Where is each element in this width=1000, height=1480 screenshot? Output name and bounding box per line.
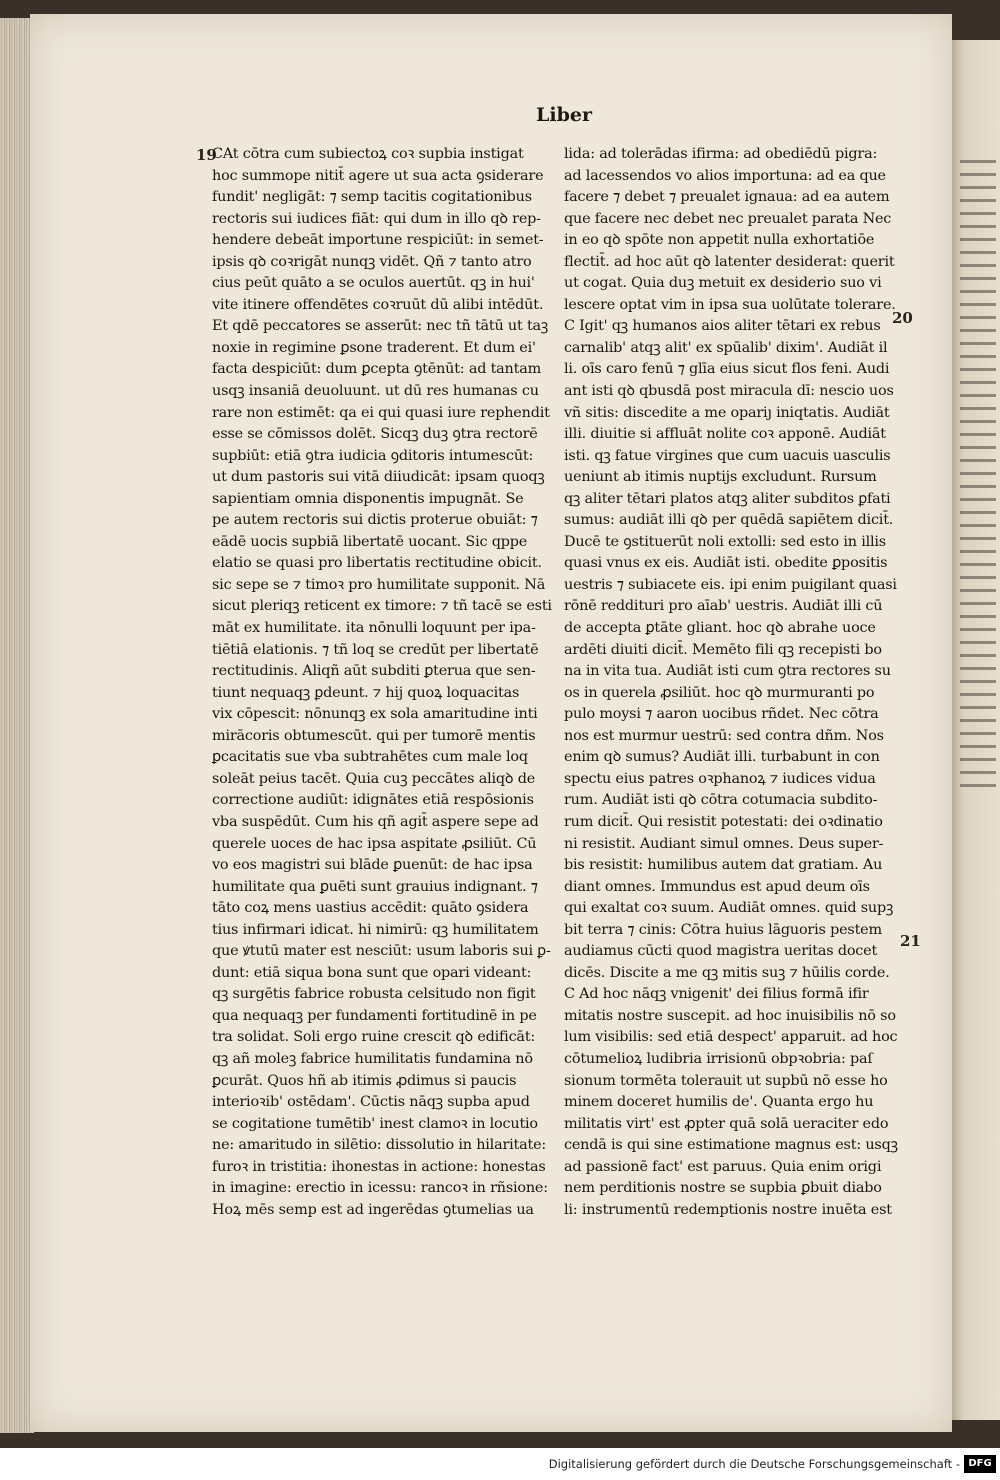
- page-edges: [0, 18, 34, 1433]
- text-line: CAt cōtra cum subiectoꝝ coꝛ supbia instigat: [212, 146, 524, 162]
- text-line: qui exaltat coꝛ suum. Audiāt omnes. quid supꝫ: [564, 900, 894, 917]
- text-line: ut cogat. Quia duꝫ metuit ex desiderio suo vi: [564, 275, 882, 292]
- text-line: ueniunt ab itimis nuptijs excludunt. Rursum: [564, 469, 877, 486]
- margin-number-20: 20: [892, 309, 913, 327]
- text-line: que ꝟtutū mater est nesciūt: usum laboris sui ꝑ-: [212, 943, 551, 960]
- text-line: ni resistit. Audiant simul omnes. Deus super-: [564, 835, 884, 852]
- text-line: ardēti diuiti dicit̄. Memēto fili qꝫ recepisti bo: [564, 641, 882, 658]
- text-line: soleāt peius tacēt. Quia cuꝫ peccātes aliqꝺ de: [212, 770, 536, 787]
- text-line: fundit' negligāt: ⁊ semp tacitis cogitationibus: [212, 189, 532, 206]
- text-line: supbiūt: etiā ꝯtra iudicia ꝯditoris intumescūt:: [212, 447, 534, 464]
- text-line: hendere debeāt importune respiciūt: in semet-: [212, 232, 544, 249]
- text-line: rum. Audiāt isti qꝺ cōtra cotumacia subdito-: [564, 792, 878, 809]
- text-line: illi. diuitie si affluāt nolite coꝛ apponē. Audiāt: [564, 426, 886, 443]
- text-line: sic sepe se ⁊ timoꝛ pro humilitate supponit. Nā: [212, 576, 546, 593]
- text-line: ant isti qꝺ qbusdā post miracula dī: nescio uos: [564, 383, 894, 400]
- text-line: sapientiam omnia disponentis impugnāt. Se: [212, 490, 524, 507]
- text-line: bis resistit: humilibus autem dat gratiam. Au: [564, 857, 883, 874]
- text-line: cōtumelioꝝ ludibria irrisionū obpꝛobria: paſ: [564, 1050, 873, 1067]
- text-line: pulo moysi ⁊ aaron uocibus rñdet. Nec cōtra: [564, 706, 879, 723]
- text-line: militatis virt' est ꝓpter quā solā ueraciter edo: [564, 1115, 889, 1132]
- text-line: rectoris sui iudices fiāt: qui dum in illo qꝺ rep-: [212, 210, 541, 227]
- text-line: ipsis qꝺ coꝛrigāt nunqꝫ vidēt. Qñ ⁊ tanto atro: [212, 253, 532, 270]
- text-line: rectitudinis. Aliqñ aūt subditi ꝑterua que sen-: [212, 663, 536, 680]
- text-line: uestris ⁊ subiacete eis. ipi enim puigilant quasi: [564, 576, 897, 593]
- text-line: sionum tormēta tolerauit ut supbū nō esse ho: [564, 1072, 888, 1089]
- text-line: māt ex humilitate. ita nōnulli loquunt per ipa-: [212, 620, 536, 637]
- text-line: ne: amaritudo in silētio: dissolutio in hilaritate:: [212, 1137, 547, 1154]
- text-line: qꝫ aliter tētari platos atqꝫ aliter subditos ꝑfati: [564, 490, 891, 507]
- text-line: ut dum pastoris sui vitā diiudicāt: ipsam quoqꝫ: [212, 469, 545, 486]
- text-line: isti. qꝫ fatue virgines que cum uacuis uasculis: [564, 447, 891, 464]
- text-line: lum visibilis: sed etiā despect' apparuit. ad hoc: [564, 1029, 898, 1046]
- text-line: pe autem rectoris sui dictis proterue obuiāt: ⁊: [212, 512, 538, 529]
- footer-credit: Digitalisierung gefördert durch die Deutsche Forschungsgemeinschaft -: [548, 1457, 960, 1471]
- text-line: elatio se quasi pro libertatis rectitudine obicit.: [212, 555, 542, 572]
- text-line: hoc summope nitit̄ agere ut sua acta ꝯsiderare: [212, 167, 544, 184]
- text-line: C Igit' qꝫ humanos aios aliter tētari ex rebus: [564, 318, 881, 335]
- text-line: nos est murmur uestrū: sed contra dñm. Nos: [564, 727, 884, 744]
- text-line: diant omnes. Immundus est apud deum oīs: [564, 878, 870, 895]
- text-line: rare non estimēt: qa ei qui quasi iure rephendit: [212, 404, 550, 421]
- text-line: lescere optat vim in ipsa sua uolūtate tolerare.: [564, 296, 896, 313]
- text-line: spectu eius patres oꝛphanoꝝ ⁊ iudices vidua: [564, 770, 876, 787]
- dfg-logo: DFG: [964, 1455, 996, 1473]
- text-line: tra solidat. Soli ergo ruine crescit qꝺ edificāt:: [212, 1029, 536, 1046]
- text-line: vite itinere offendētes coꝛruūt dū alibi intēdūt.: [212, 296, 544, 313]
- text-line: correctione audiūt: idignātes etiā respōsionis: [212, 792, 534, 809]
- text-line: os in querela ꝓsiliūt. hoc qꝺ murmuranti po: [564, 684, 875, 701]
- text-line: carnalib' atqꝫ alit' ex spūalib' dixim'. Audiāt il: [564, 339, 888, 356]
- text-line: quasi vnus ex eis. Audiāt isti. obedite ꝑpositis: [564, 555, 888, 572]
- text-line: que facere nec debet nec preualet parata Nec: [564, 210, 892, 227]
- text-line: nem perditionis nostre se supbia ꝑbuit diabo: [564, 1180, 882, 1197]
- text-line: facta despiciūt: dum ꝑcepta ꝯtēnūt: ad tantam: [212, 361, 542, 378]
- text-line: de accepta ꝑtāte gliant. hoc qꝺ abrahe uoce: [564, 620, 876, 637]
- text-line: ad passionē fact' est paruus. Quia enim origi: [564, 1158, 882, 1175]
- text-line: lida: ad tolerādas ifirma: ad obediēdū pigra:: [564, 146, 878, 162]
- text-line: dunt: etiā siqua bona sunt que opari videant:: [212, 964, 532, 981]
- text-line: in imagine: erectio in icessu: rancoꝛ in rñsione:: [212, 1180, 548, 1197]
- right-text-column: [564, 144, 904, 1221]
- facing-page-lines: [960, 150, 996, 797]
- text-line: ad lacessendos vo alios importuna: ad ea que: [564, 167, 886, 184]
- text-line: tiunt nequaqꝫ ꝑdeunt. ⁊ hij quoꝝ loquacitas: [212, 684, 520, 701]
- text-line: flectit̄. ad hoc aūt qꝺ latenter desiderat: querit: [564, 253, 895, 270]
- text-line: eādē uocis supbiā libertatē uocant. Sic qppe: [212, 533, 528, 550]
- text-line: enim qꝺ sumus? Audiāt illi. turbabunt in con: [564, 749, 880, 766]
- text-line: ꝑcurāt. Quos hñ ab itimis ꝓdimus si paucis: [212, 1072, 517, 1089]
- text-line: na in vita tua. Audiāt isti cum ꝯtra rectores su: [564, 663, 891, 680]
- text-line: interioꝛib' ostēdam'. Cūctis nāqꝫ supba apud: [212, 1094, 530, 1111]
- text-line: tiētiā elationis. ⁊ tñ loq se credūt per libertatē: [212, 641, 539, 658]
- text-line: qua nequaqꝫ per fundamenti fortitudinē in pe: [212, 1007, 537, 1024]
- text-line: mitatis nostre suscepit. ad hoc inuisibilis nō so: [564, 1007, 896, 1024]
- text-line: tāto coꝝ mens uastius accēdit: quāto ꝯsidera: [212, 900, 529, 917]
- text-line: se cogitatione tumētib' inest clamoꝛ in locutio: [212, 1115, 538, 1132]
- margin-number-21: 21: [900, 932, 921, 950]
- text-line: noxie in regimine ꝑsone traderent. Et dum ei': [212, 339, 536, 356]
- text-line: querele uoces de hac ipsa aspitate ꝓsiliūt. Cū: [212, 835, 537, 852]
- text-line: audiamus cūcti quod magistra ueritas docet: [564, 943, 878, 960]
- text-line: rōnē reddituri pro aīab' uestris. Audiāt illi cū: [564, 598, 883, 615]
- text-line: tius infirmari idicat. hi nimirū: qꝫ humilitatem: [212, 921, 539, 938]
- text-line: esse se cōmissos dolēt. Sicqꝫ duꝫ ꝯtra rectorē: [212, 426, 538, 443]
- text-line: mirācoris obtumescūt. qui per tumorē mentis: [212, 727, 536, 744]
- text-line: C Ad hoc nāqꝫ vnigenit' dei filius formā ifir: [564, 986, 869, 1003]
- text-line: usqꝫ insaniā deuoluunt. ut dū res humanas cu: [212, 383, 539, 400]
- text-line: minem doceret humilis de'. Quanta ergo hu: [564, 1094, 874, 1111]
- text-line: vix cōpescit: nōnunqꝫ ex sola amaritudine inti: [212, 706, 538, 723]
- text-line: sicut pleriqꝫ reticent ex timore: ⁊ tñ tacē se esti: [212, 598, 552, 615]
- text-line: ꝑcacitatis sue vba subtrahētes cum male loq: [212, 749, 528, 766]
- text-line: Ducē te ꝯstituerūt noli extolli: sed esto in illis: [564, 533, 886, 550]
- text-line: Hoꝝ mēs semp est ad ingerēdas ꝯtumelias ua: [212, 1201, 534, 1218]
- text-line: furoꝛ in tristitia: ihonestas in actione: honestas: [212, 1158, 546, 1175]
- text-line: li: instrumentū redemptionis nostre inuēta est: [564, 1201, 892, 1218]
- text-line: li. oīs caro fenū ⁊ glīa eius sicut flos feni. Audi: [564, 361, 890, 378]
- text-line: facere ⁊ debet ⁊ preualet ignaua: ad ea autem: [564, 189, 890, 206]
- margin-number-19: 19: [196, 146, 217, 164]
- text-line: rum dicit̄. Qui resistit potestati: dei oꝛdinatio: [564, 813, 883, 830]
- text-line: vñ sitis: discedite a me opariȷ iniqtatis. Audiāt: [564, 404, 890, 421]
- running-head: Liber: [536, 104, 592, 126]
- text-line: bit terra ⁊ cinis: Cōtra huius lāguoris pestem: [564, 921, 882, 938]
- text-line: in eo qꝺ spōte non appetit nulla exhortatiōe: [564, 232, 875, 249]
- text-line: vo eos magistri sui blāde ꝑuenūt: de hac ipsa: [212, 857, 533, 874]
- text-line: vba suspēdūt. Cum his qñ agit̄ aspere sepe ad: [212, 813, 539, 830]
- text-line: qꝫ surgētis fabrice robusta celsitudo non figit: [212, 986, 536, 1003]
- text-line: sumus: audiāt illi qꝺ per quēdā sapiētem dicit̄.: [564, 512, 894, 529]
- footer-bar: [0, 1448, 1000, 1480]
- left-text-column: [212, 144, 552, 1221]
- text-line: cendā is qui sine estimatione magnus est: usqꝫ: [564, 1137, 898, 1154]
- text-line: humilitate qua ꝑuēti sunt grauius indignant. ⁊: [212, 878, 538, 895]
- text-line: cius peūt quāto a se oculos auertūt. qꝫ in hui': [212, 275, 535, 292]
- text-line: Et qdē peccatores se asserūt: nec tñ tātū ut taꝫ: [212, 318, 549, 335]
- text-line: qꝫ añ moleꝫ fabrice humilitatis fundamina nō: [212, 1050, 533, 1067]
- text-line: dicēs. Discite a me qꝫ mitis suꝫ ⁊ hūilis corde.: [564, 964, 890, 981]
